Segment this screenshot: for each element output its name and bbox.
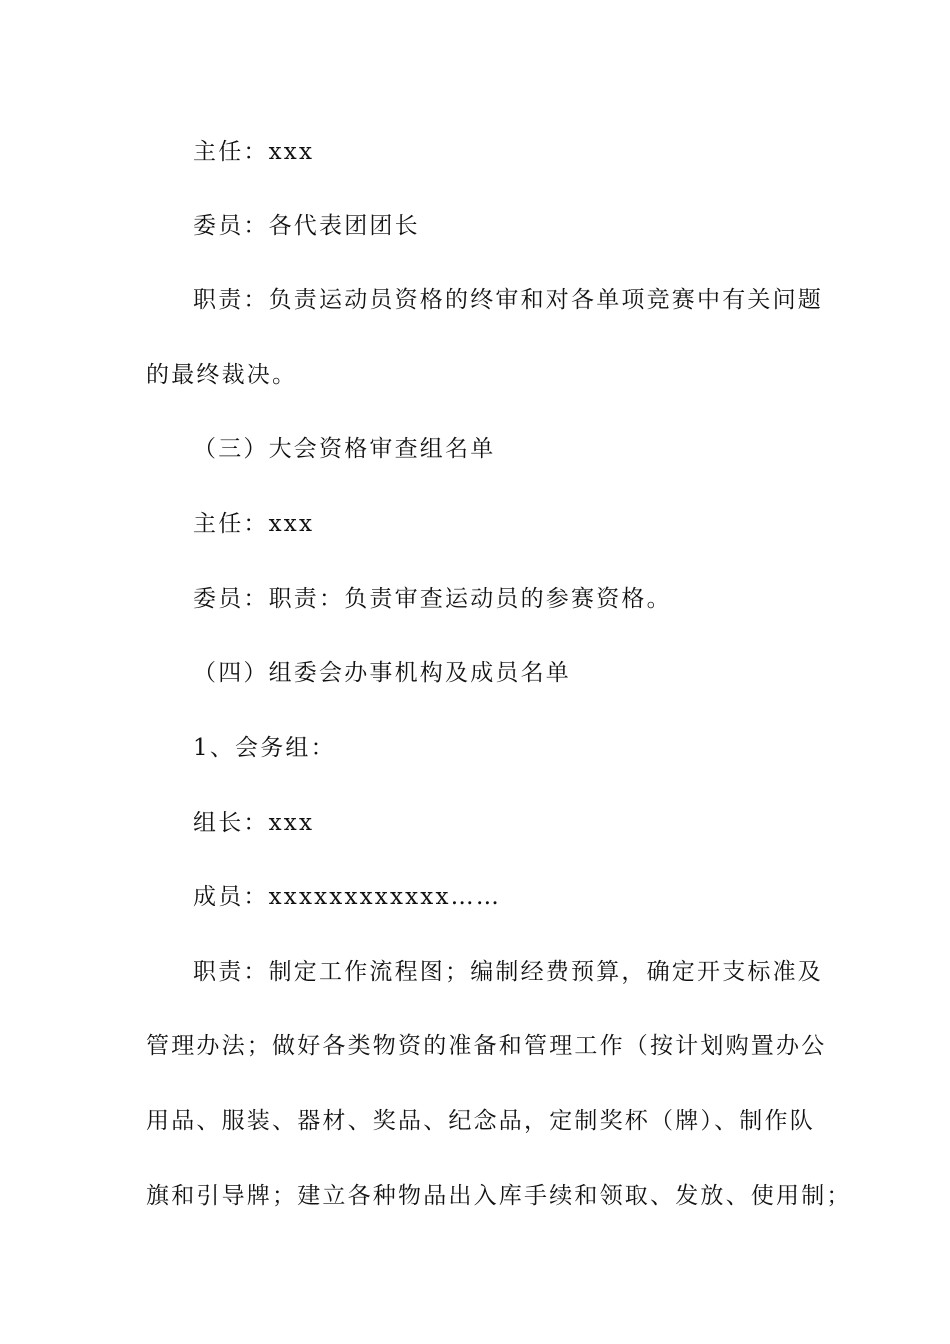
text-line-duties-2: 的最终裁决。 [146,362,298,388]
text-line-members-duties: 委员：职责：负责审查运动员的参赛资格。 [193,586,672,612]
subsection-heading-affairs-group: 1、会务组： [193,735,336,761]
text-line-group-leader: 组长：xxx [193,810,315,836]
text-line-duties-1: 职责：负责运动员资格的终审和对各单项竞赛中有关问题 [193,287,823,313]
section-heading-qualification-group: （三）大会资格审查组名单 [193,436,496,462]
text-line-director-2: 主任：xxx [193,511,315,537]
text-line-members: 委员：各代表团团长 [193,213,420,239]
text-line-director: 主任：xxx [193,139,315,165]
section-heading-organizing-office: （四）组委会办事机构及成员名单 [193,660,571,686]
text-line-affairs-duties-4: 旗和引导牌；建立各种物品出入库手续和领取、发放、使用制； [146,1183,852,1209]
text-line-affairs-duties-1: 职责：制定工作流程图；编制经费预算，确定开支标准及 [193,959,823,985]
text-line-affairs-duties-2: 管理办法；做好各类物资的准备和管理工作（按计划购置办公 [146,1033,827,1059]
text-line-group-members: 成员：xxxxxxxxxxxx…… [193,884,502,910]
text-line-affairs-duties-3: 用品、服装、器材、奖品、纪念品，定制奖杯（牌）、制作队 [146,1108,815,1134]
